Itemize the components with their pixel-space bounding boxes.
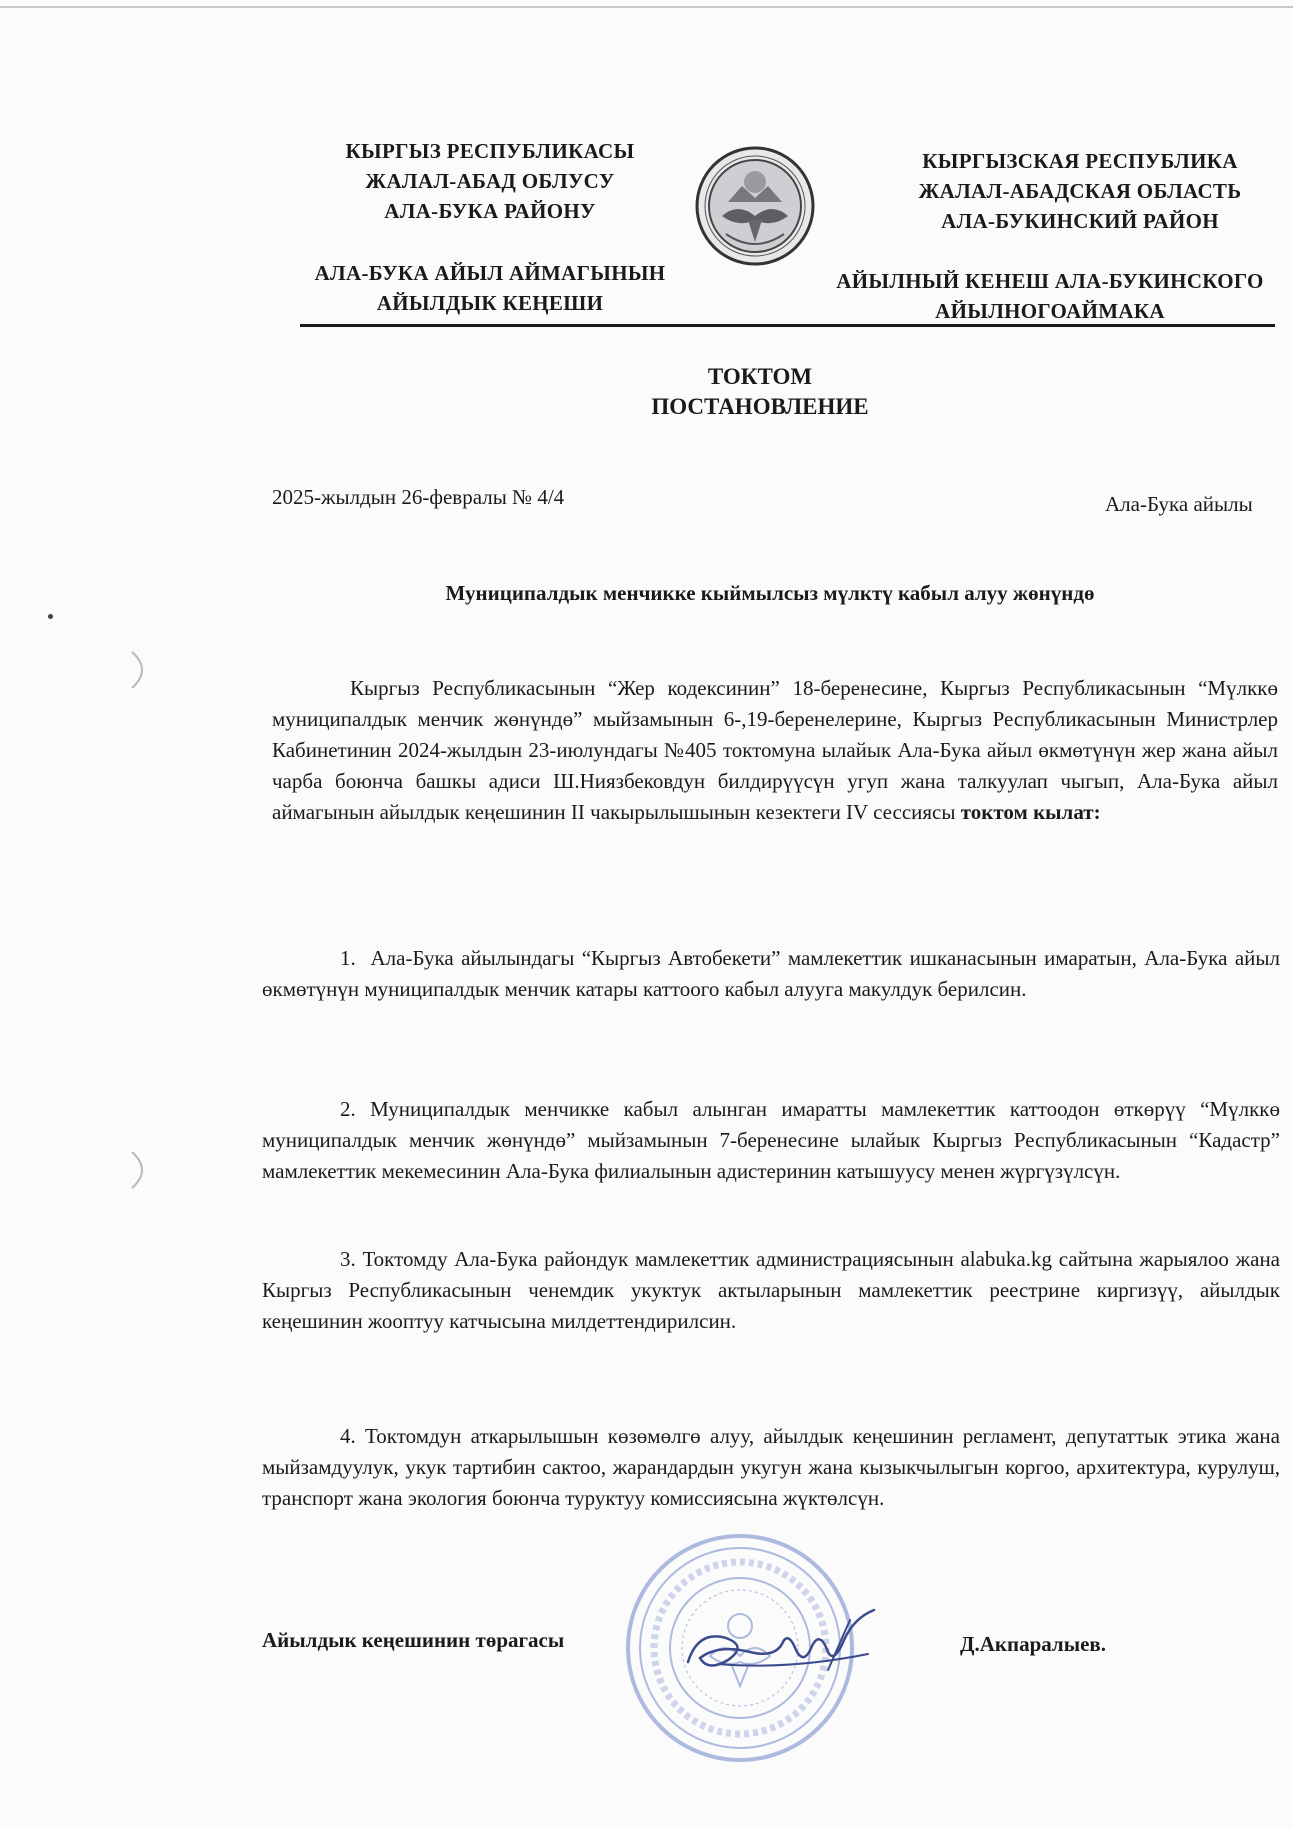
scan-edge-line: [0, 6, 1293, 8]
header-kyrgyz-council: [290, 258, 690, 318]
item-number: 2.: [340, 1097, 356, 1121]
header-russian-council-line: АЙЫЛНЫЙ КЕНЕШ АЛА-БУКИНСКОГО: [836, 269, 1264, 293]
header-kyrgyz-line: ЖАЛАЛ-АБАД ОБЛУСУ: [365, 169, 615, 193]
resolution-item: [262, 1094, 1280, 1187]
resolution-phrase: токтом кылат:: [960, 800, 1101, 824]
item-text: Ала-Бука айылындагы “Кыргыз Автобекети” мамлекеттик ишканасынын имаратын, Ала-Бука айыл өкмөтүнүн муниципалдык менчик катары каттоого кабыл алууга макулдук берилсин.: [262, 946, 1281, 1001]
handwritten-signature-icon: [678, 1600, 898, 1690]
state-emblem-icon: [690, 142, 820, 270]
resolution-item: [262, 1244, 1280, 1337]
item-number: 1.: [340, 946, 356, 970]
header-kyrgyz: [280, 136, 700, 226]
item-number: 3.: [340, 1247, 356, 1271]
punch-hole-mark: [130, 1150, 160, 1190]
header-russian: [870, 146, 1290, 236]
header-kyrgyz-council-line: АЛА-БУКА АЙЫЛ АЙМАГЫНЫН: [314, 261, 666, 285]
document-title-kyrgyz: ТОКТОМ: [707, 364, 813, 389]
header-russian-council-line: АЙЫЛНОГОАЙМАКА: [935, 299, 1165, 323]
header-kyrgyz-council-line: АЙЫЛДЫК КЕҢЕШИ: [376, 291, 604, 315]
document-subject: Муниципалдык менчикке кыймылсыз мүлктү кабыл алуу жөнүндө: [445, 581, 1095, 605]
header-kyrgyz-line: АЛА-БУКА РАЙОНУ: [384, 199, 596, 223]
header-russian-line: КЫРГЫЗСКАЯ РЕСПУБЛИКА: [922, 149, 1238, 173]
signatory-name: Д.Акпаралыев.: [960, 1632, 1107, 1656]
header-russian-council: [800, 266, 1293, 326]
preamble: [272, 673, 1278, 828]
document-title-russian: ПОСТАНОВЛЕНИЕ: [651, 394, 869, 419]
item-text: Муниципалдык менчикке кабыл алынган имаратты мамлекеттик каттоодон өткөрүү “Мүлккө муниципалдык менчик жөнүндө” мыйзамынын 7-беренесине ылайык Кыргыз Республикасынын “Кадастр” мамлекеттик мекемесинин Ала-Бука филиалынын адистеринин катышуусу менен жүргүзүлсүн.: [262, 1097, 1280, 1183]
header-kyrgyz-line: КЫРГЫЗ РЕСПУБЛИКАСЫ: [345, 139, 635, 163]
resolution-item: [262, 943, 1280, 1005]
document-place: Ала-Бука айылы: [1105, 492, 1253, 516]
item-text: Токтомду Ала-Бука райондук мамлекеттик администрациясынын alabuka.kg сайтына жарыялоо жана Кыргыз Республикасынын ченемдик укуктук актыларынын мамлекеттик реестрине киргизүү, айылдык кеңешинин жооптуу катчысына милдеттендирилсин.: [262, 1247, 1280, 1333]
document-date-number: 2025-жылдын 26-февралы № 4/4: [272, 485, 565, 509]
item-number: 4.: [340, 1424, 356, 1448]
header-russian-line: ЖАЛАЛ-АБАДСКАЯ ОБЛАСТЬ: [918, 179, 1242, 203]
header-russian-line: АЛА-БУКИНСКИЙ РАЙОН: [941, 209, 1219, 233]
resolution-item: [262, 1421, 1280, 1514]
punch-hole-mark: [130, 650, 160, 690]
header-divider: [300, 324, 1275, 327]
preamble-text: Кыргыз Республикасынын “Жер кодексинин” 18-беренесине, Кыргыз Республикасынын “Мүлккө муниципалдык менчик жөнүндө” мыйзамынын 6-,19-беренелерине, Кыргыз Республикасынын Министрлер Кабинетинин 2024-жылдын 23-июлундагы №405 токтомуна ылайык Ала-Бука айыл өкмөтүнүн жер жана айыл чарба боюнча башкы адиси Ш.Ниязбековдун билдирүүсүн угуп жана талкуулап чыгып, Ала-Бука айыл аймагынын айылдык кеңешинин II чакырылышынын кезектеги IV сессиясы: [272, 676, 1278, 824]
item-text: Токтомдун аткарылышын көзөмөлгө алуу, айылдык кеңешинин регламент, депутаттык этика жана мыйзамдуулук, укук тартибин сактоо, жарандардын укугун жана кызыкчылыгын коргоо, архитектура, курулуш, транспорт жана экология боюнча туруктуу комиссиясына жүктөлсүн.: [262, 1424, 1280, 1510]
scan-speck: [48, 614, 53, 619]
signatory-role: Айылдык кеңешинин төрагасы: [262, 1628, 565, 1652]
